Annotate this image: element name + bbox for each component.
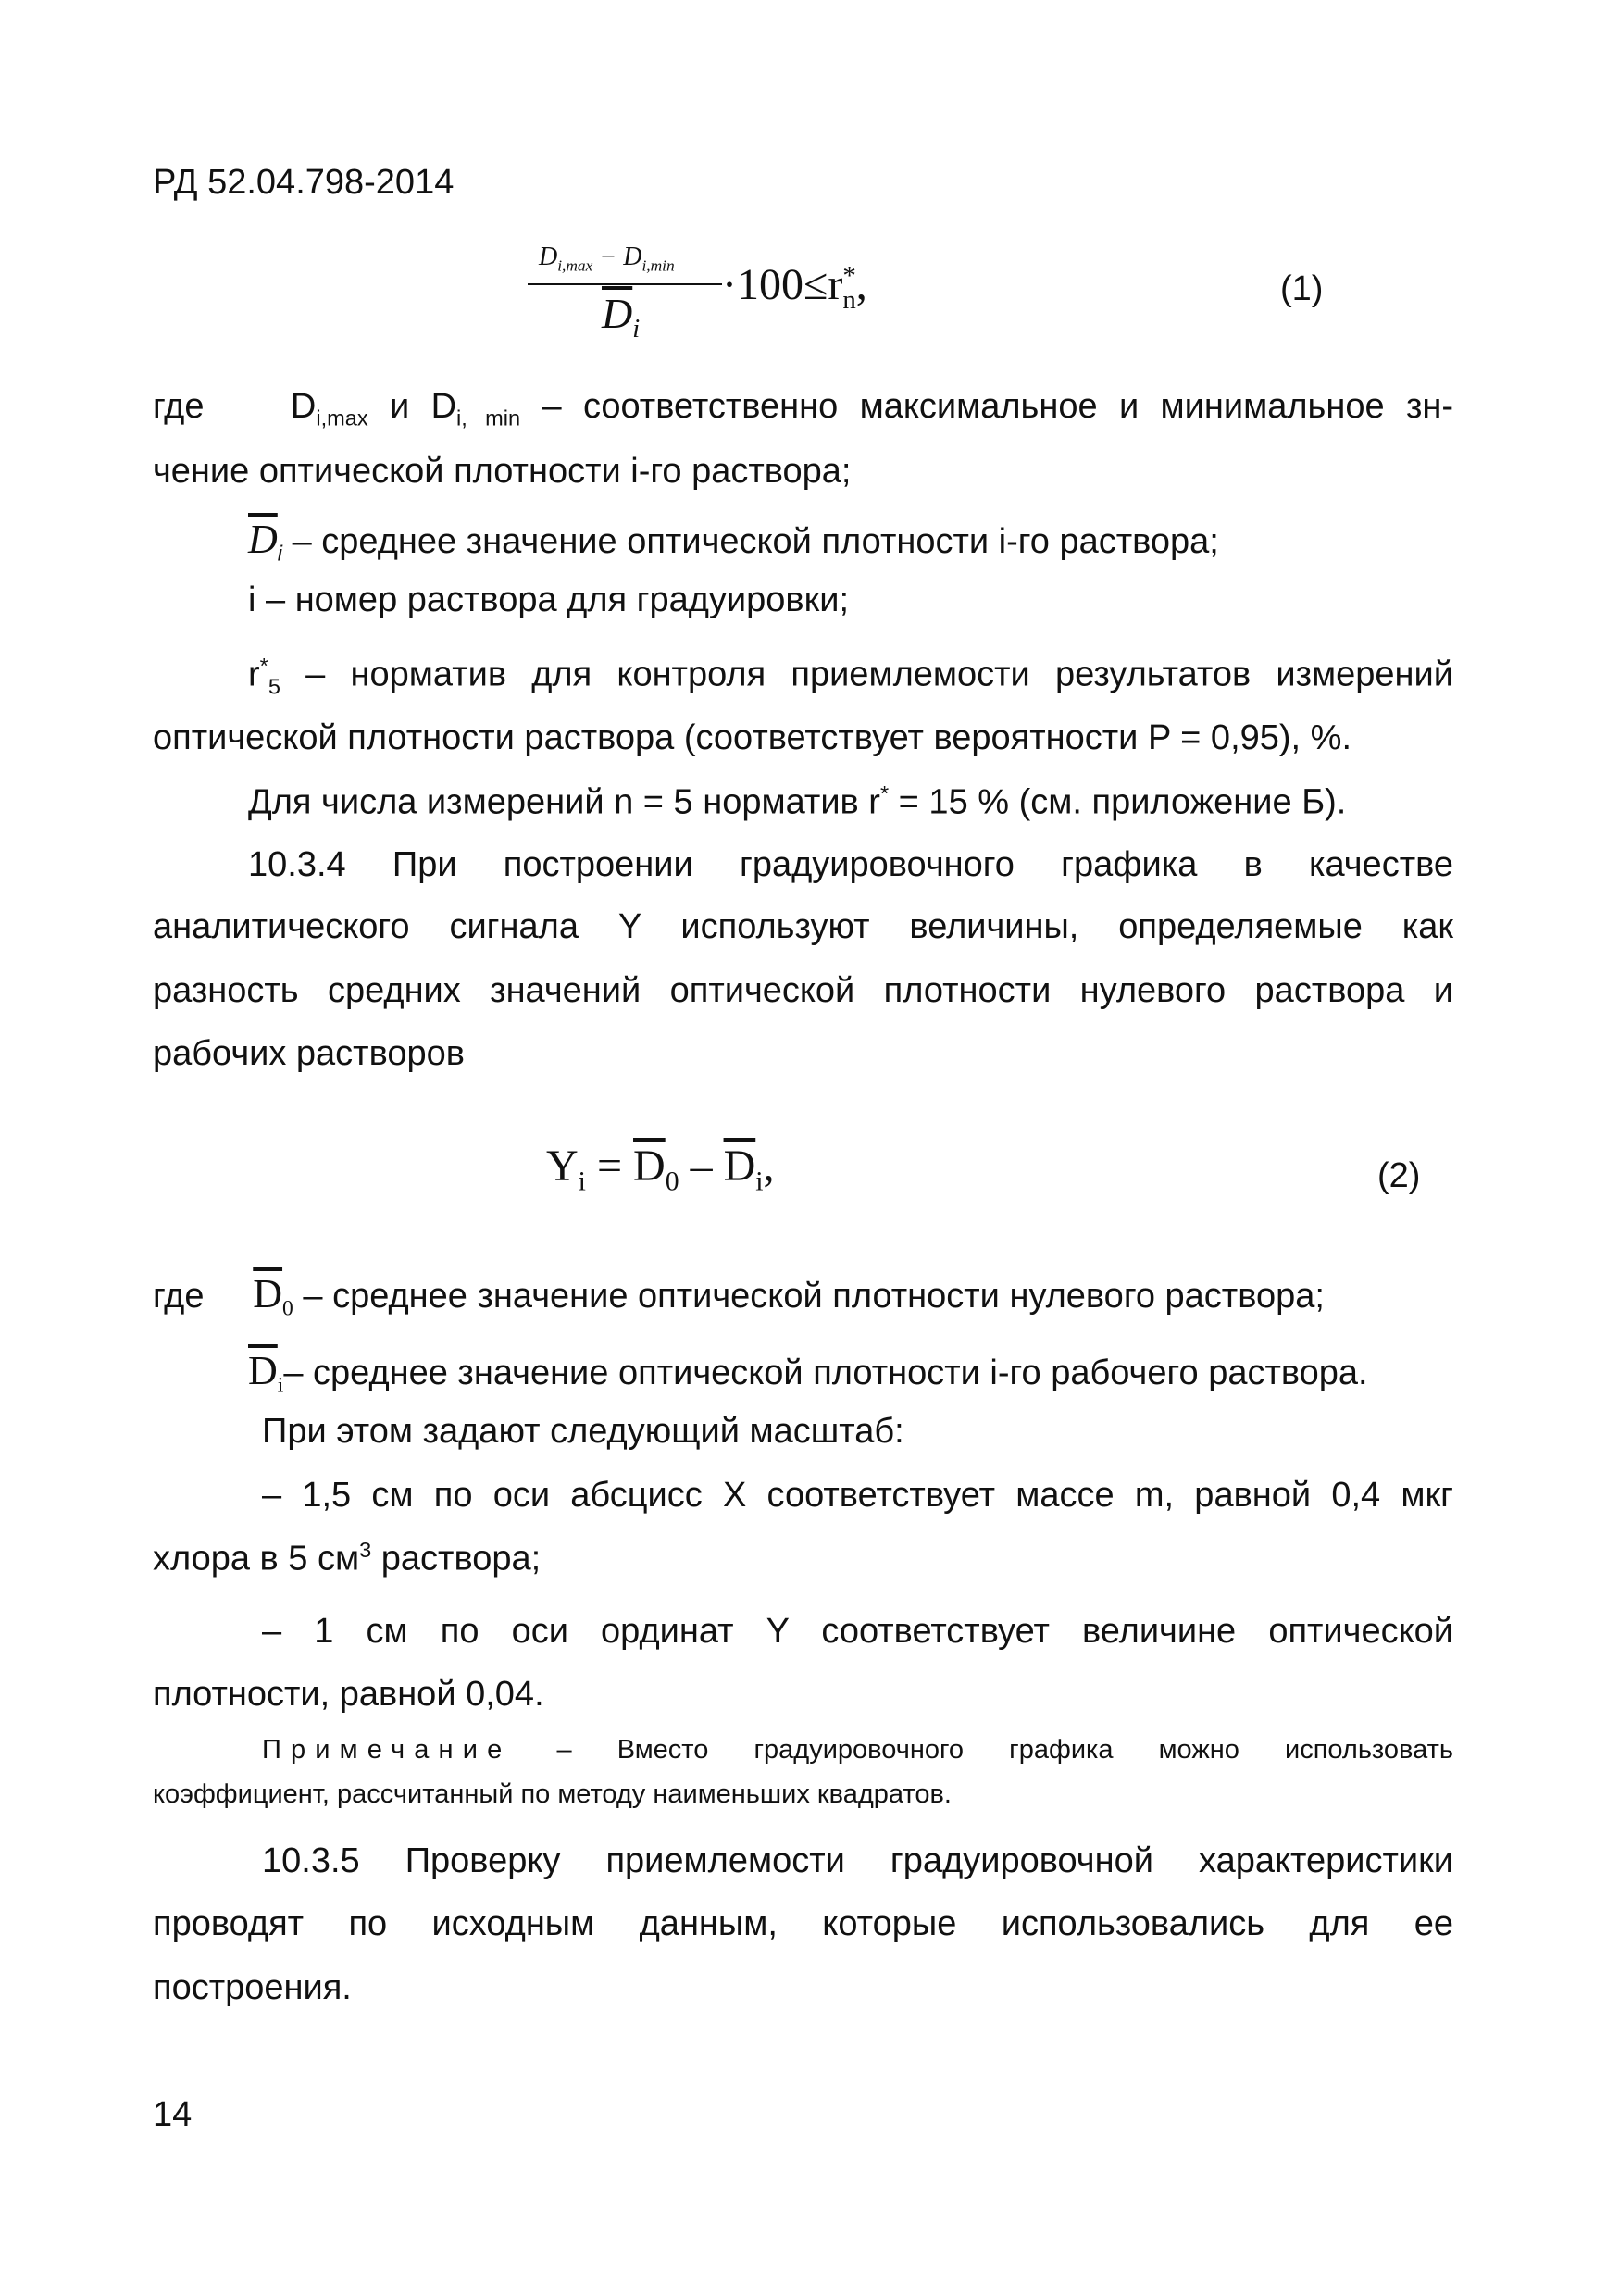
para-1034-line-1: 10.3.4 При построении градуировочного графика в качестве: [248, 845, 1453, 884]
where-1-line-1: где $D_{i,max}$ и $D_{i, min}$ – соответственно максимальное и минимальное зн-: [153, 387, 1454, 430]
scale-intro: При этом задают следующий масштаб:: [262, 1412, 904, 1451]
fraction-bar: [528, 283, 722, 285]
where-2-line-2: $\overline{D}_i-$ среднее значение оптической плотности i-го рабочего раствора.: [248, 1348, 1368, 1398]
para-1035-line-3: построения.: [153, 1968, 352, 2007]
measurements-count: Для числа измерений n = 5 норматив r* = 15 % (см. приложение Б).: [248, 781, 1347, 822]
scale-y-line-1: – 1 см по оси ординат Y соответствует величине оптической: [262, 1612, 1453, 1651]
para-1035-line-2: проводят по исходным данным, которые использовались для ее: [153, 1904, 1453, 1943]
definition-r-line-2: оптической плотности раствора (соответствует вероятности P = 0,95), %.: [153, 718, 1352, 757]
where-1-line-2: чение оптической плотности i-го раствора;: [153, 452, 852, 491]
formula-1-denominator: $\overline{D}_i$: [602, 290, 641, 344]
note-line-2: коэффициент, рассчитанный по методу наименьших квадратов.: [153, 1779, 952, 1809]
para-1035-line-1: 10.3.5 Проверку приемлемости градуировочной характеристики: [262, 1841, 1453, 1880]
para-1034-line-2: аналитического сигнала Y используют величины, определяемые как: [153, 907, 1453, 946]
formula-1-number: (1): [1280, 269, 1324, 308]
formula-2: $Y_i = \overline{D}_0 - \overline{D}_i$,: [546, 1142, 775, 1197]
definition-i: i – номер раствора для градуировки;: [248, 580, 850, 619]
where-2-line-1: где $\overline{D}_0$ – среднее значение оптической плотности нулевого раствора;: [153, 1271, 1325, 1321]
formula-1: [518, 243, 741, 354]
document-code: РД 52.04.798-2014: [153, 163, 455, 202]
formula-2-number: (2): [1377, 1156, 1421, 1195]
page-number: 14: [153, 2095, 193, 2134]
formula-1-numerator: $D_{i,max} - D_{i,min}$: [539, 243, 675, 275]
definition-r-line-1: $r^*_5$ – норматив для контроля приемлемости результатов измерений: [248, 654, 1453, 699]
definition-mean: $\overline{D}_i$ – среднее значение оптической плотности i-го раствора;: [248, 517, 1219, 566]
scale-y-line-2: плотности, равной 0,04.: [153, 1675, 544, 1714]
formula-1-rhs: ·100≤r * n ,: [722, 260, 867, 315]
para-1034-line-4: рабочих растворов: [153, 1034, 465, 1073]
para-1034-line-3: разность средних значений оптической плотности нулевого раствора и: [153, 971, 1453, 1010]
scale-x-line-1: – 1,5 см по оси абсцисс X соответствует массе m, равной 0,4 мкг: [262, 1476, 1453, 1515]
note-line-1: Примечание – Вместо градуировочного графика можно использовать: [262, 1735, 1453, 1765]
scale-x-line-2: хлора в 5 $см^3$ раствора;: [153, 1538, 542, 1578]
